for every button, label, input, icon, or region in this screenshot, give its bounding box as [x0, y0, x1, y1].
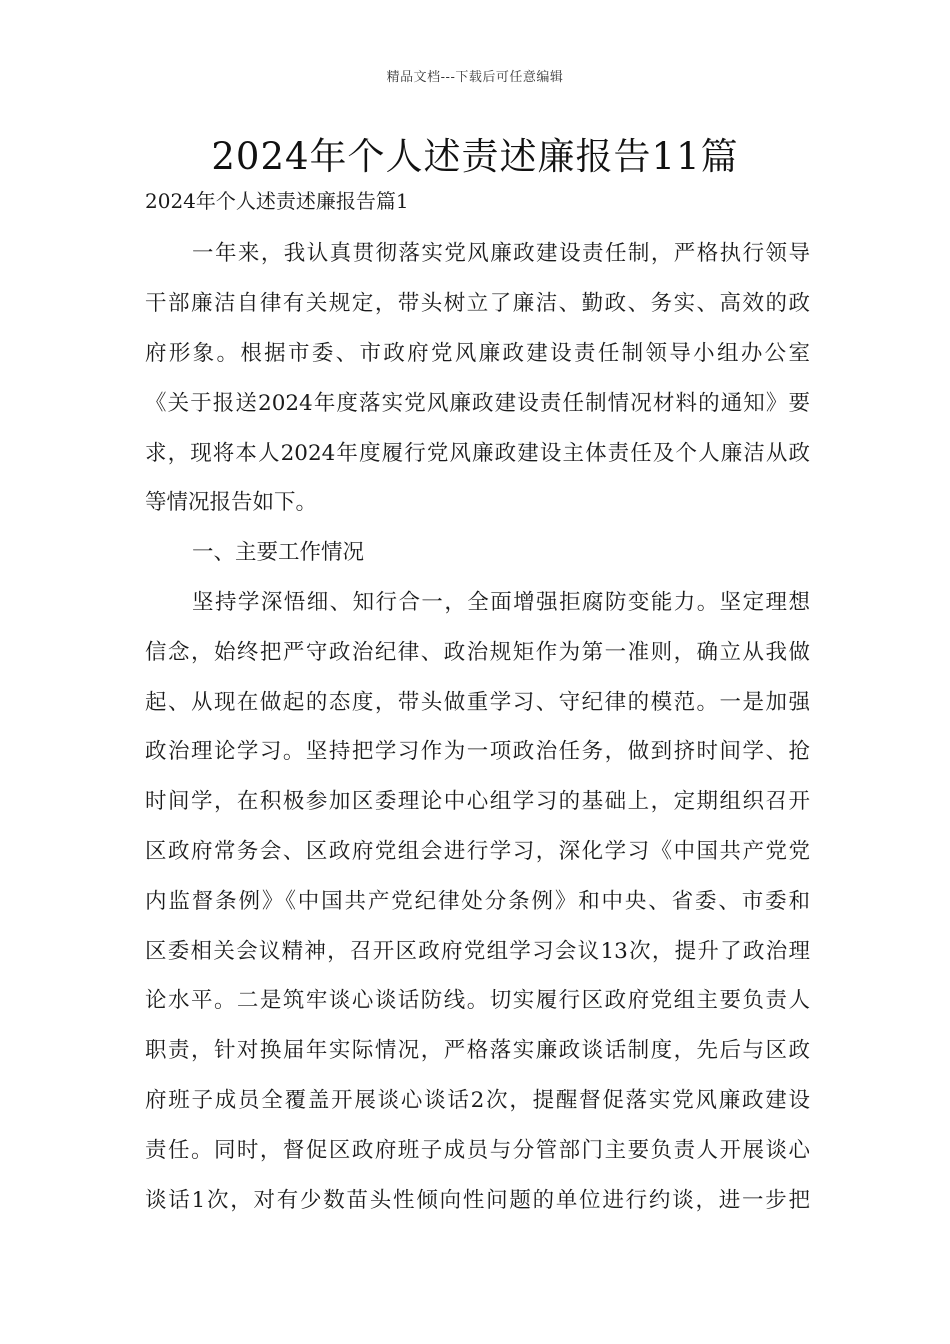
paragraph-line: 论水平。二是筑牢谈心谈话防线。切实履行区政府党组主要负责人 [145, 988, 810, 1013]
section-heading: 一、主要工作情况 [192, 540, 365, 565]
paragraph-line: 政治理论学习。坚持把学习作为一项政治任务，做到挤时间学、抢 [145, 739, 810, 764]
paragraph-line: 求，现将本人2024年度履行党风廉政建设主体责任及个人廉洁从政 [145, 441, 810, 466]
paragraph-line: 信念，始终把严守政治纪律、政治规矩作为第一准则，确立从我做 [145, 640, 810, 665]
paragraph-line: 等情况报告如下。 [145, 490, 318, 515]
paragraph-line: 坚持学深悟细、知行合一，全面增强拒腐防变能力。坚定理想 [192, 590, 810, 615]
document-title: 2024年个人述责述廉报告11篇 [211, 135, 739, 178]
paragraph-line: 职责，针对换届年实际情况，严格落实廉政谈话制度，先后与区政 [145, 1038, 810, 1063]
paragraph-line: 干部廉洁自律有关规定，带头树立了廉洁、勤政、务实、高效的政 [145, 291, 810, 316]
paragraph-line: 区委相关会议精神，召开区政府党组学习会议13次，提升了政治理 [145, 939, 810, 964]
paragraph-line: 府形象。根据市委、市政府党风廉政建设责任制领导小组办公室 [145, 341, 810, 366]
section-subtitle: 2024年个人述责述廉报告篇1 [145, 189, 409, 213]
paragraph-line: 一年来，我认真贯彻落实党风廉政建设责任制，严格执行领导 [192, 241, 810, 266]
header-note: 精品文档---下载后可任意编辑 [386, 70, 564, 85]
paragraph-line: 府班子成员全覆盖开展谈心谈话2次，提醒督促落实党风廉政建设 [145, 1088, 810, 1113]
paragraph-line: 内监督条例》《中国共产党纪律处分条例》和中央、省委、市委和 [145, 889, 810, 914]
paragraph-line: 时间学，在积极参加区委理论中心组学习的基础上，定期组织召开 [145, 789, 810, 814]
paragraph-line: 区政府常务会、区政府党组会进行学习，深化学习《中国共产党党 [145, 839, 810, 864]
paragraph-line: 起、从现在做起的态度，带头做重学习、守纪律的模范。一是加强 [145, 690, 810, 715]
paragraph-line: 责任。同时，督促区政府班子成员与分管部门主要负责人开展谈心 [145, 1138, 810, 1163]
paragraph-line: 《关于报送2024年度落实党风廉政建设责任制情况材料的通知》要 [145, 391, 810, 416]
paragraph-line: 谈话1次，对有少数苗头性倾向性问题的单位进行约谈，进一步把 [145, 1188, 810, 1213]
